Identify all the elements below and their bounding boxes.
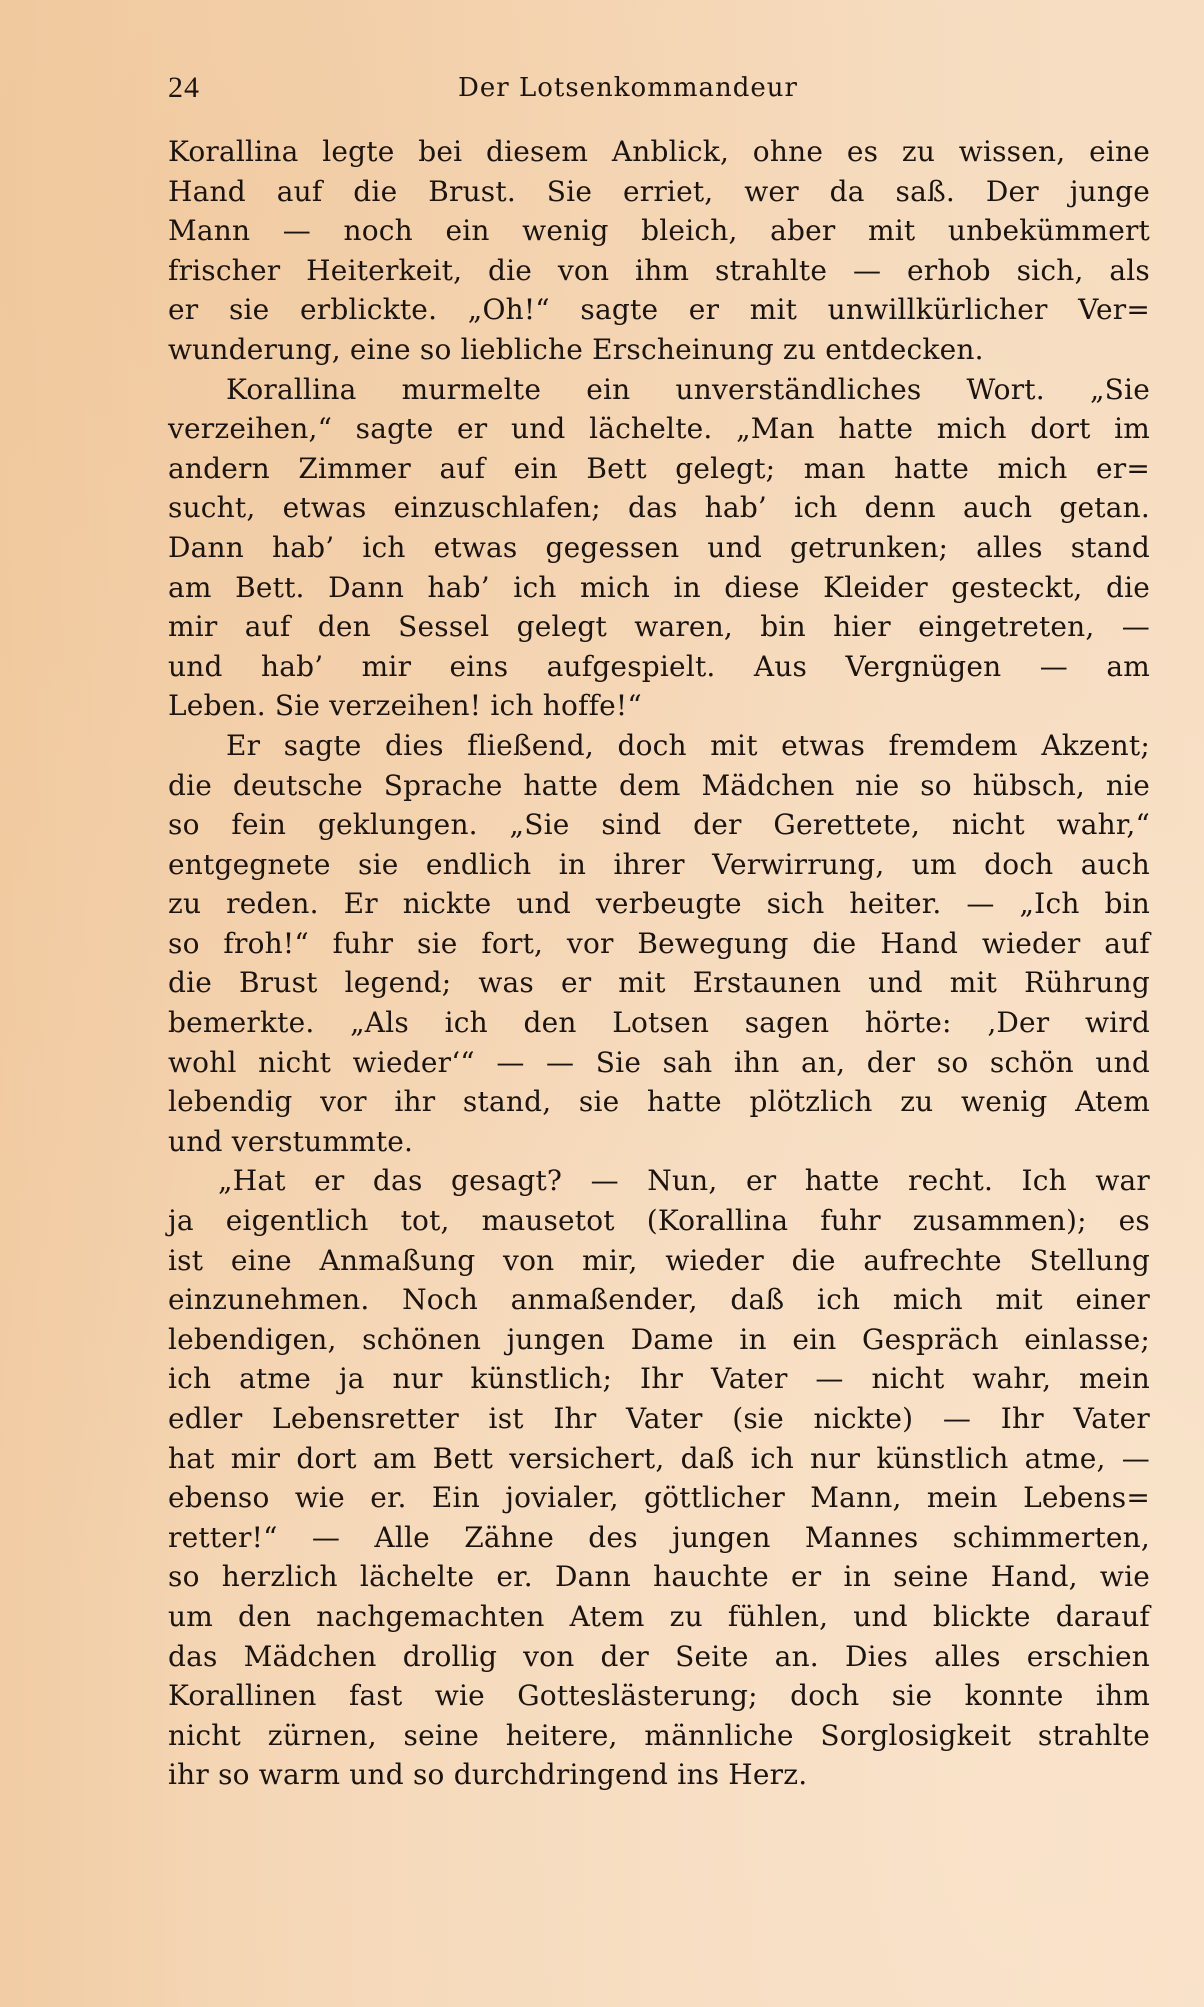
text-line: Hand auf die Brust. Sie erriet, wer da saß. Der junge <box>168 174 1150 208</box>
body-text <box>168 132 1150 1795</box>
text-line: „Hat er das gesagt? — Nun, er hatte recht. Ich war <box>218 1164 1150 1198</box>
text-line: die Brust legend; was er mit Erstaunen und mit Rührung <box>168 966 1150 1000</box>
text-line: Mann — noch ein wenig bleich, aber mit unbekümmert <box>168 214 1150 248</box>
text-line: er sie erblickte. „Oh!“ sagte er mit unwillkürlicher Ver= <box>168 293 1150 327</box>
text-line: verzeihen,“ sagte er und lächelte. „Man hatte mich dort im <box>168 412 1150 446</box>
text-line: lebendig vor ihr stand, sie hatte plötzlich zu wenig Atem <box>168 1085 1150 1119</box>
text-line: hat mir dort am Bett versichert, daß ich nur künstlich atme, — <box>168 1441 1150 1475</box>
running-title: Der Lotsenkommandeur <box>458 73 798 103</box>
text-line: zu reden. Er nickte und verbeugte sich heiter. — „Ich bin <box>168 887 1150 921</box>
text-line: bemerkte. „Als ich den Lotsen sagen hörte: ‚Der wird <box>168 1006 1150 1040</box>
text-line: und verstummte. <box>168 1124 414 1158</box>
text-line: Dann hab’ ich etwas gegessen und getrunken; alles stand <box>168 530 1150 564</box>
paragraph <box>168 132 1150 370</box>
text-line: ihr so warm und so durchdringend ins Herz. <box>168 1758 808 1792</box>
text-line: ebenso wie er. Ein jovialer, göttlicher Mann, mein Lebens= <box>168 1481 1150 1515</box>
text-line: frischer Heiterkeit, die von ihm strahlte — erhob sich, als <box>168 253 1150 287</box>
text-line: lebendigen, schönen jungen Dame in ein Gespräch einlasse; <box>168 1322 1150 1356</box>
paragraph <box>168 370 1150 726</box>
paragraph <box>168 726 1150 1162</box>
text-line: Korallina legte bei diesem Anblick, ohne es zu wissen, eine <box>168 135 1150 168</box>
running-head <box>168 68 1148 108</box>
text-line: ich atme ja nur künstlich; Ihr Vater — nicht wahr, mein <box>168 1362 1150 1396</box>
text-line: so fein geklungen. „Sie sind der Gerettete, nicht wahr,“ <box>168 808 1150 842</box>
text-line: ist eine Anmaßung von mir, wieder die aufrechte Stellung <box>168 1243 1150 1277</box>
text-line: Leben. Sie verzeihen! ich hoffe!“ <box>168 689 642 723</box>
text-line: sucht, etwas einzuschlafen; das hab’ ich denn auch getan. <box>168 491 1150 525</box>
text-line: edler Lebensretter ist Ihr Vater (sie nickte) — Ihr Vater <box>168 1402 1150 1435</box>
text-line: wohl nicht wieder‘“ — — Sie sah ihn an, der so schön und <box>168 1045 1150 1079</box>
text-line: um den nachgemachten Atem zu fühlen, und blickte darauf <box>168 1599 1150 1633</box>
text-line: ja eigentlich tot, mausetot (Korallina fuhr zusammen); es <box>168 1204 1150 1238</box>
text-line: andern Zimmer auf ein Bett gelegt; man hatte mich er= <box>168 451 1150 485</box>
text-line: Korallinen fast wie Gotteslästerung; doch sie konnte ihm <box>168 1679 1150 1713</box>
text-line: retter!“ — Alle Zähne des jungen Mannes schimmerten, <box>168 1520 1150 1554</box>
text-line: Er sagte dies fließend, doch mit etwas fremdem Akzent; <box>226 728 1150 762</box>
text-line: am Bett. Dann hab’ ich mich in diese Kleider gesteckt, die <box>168 570 1150 604</box>
text-line: so herzlich lächelte er. Dann hauchte er in seine Hand, wie <box>168 1560 1150 1594</box>
text-line: Korallina murmelte ein unverständliches Wort. „Sie <box>226 372 1150 406</box>
text-line: einzunehmen. Noch anmaßender, daß ich mich mit einer <box>168 1283 1150 1317</box>
paragraph <box>168 1161 1150 1795</box>
text-line: wunderung, eine so liebliche Erscheinung zu entdecken. <box>168 332 984 366</box>
text-line: entgegnete sie endlich in ihrer Verwirrung, um doch auch <box>168 847 1150 881</box>
text-line: mir auf den Sessel gelegt waren, bin hier eingetreten, — <box>168 610 1150 644</box>
text-line: so froh!“ fuhr sie fort, vor Bewegung die Hand wieder auf <box>168 926 1150 960</box>
text-line: die deutsche Sprache hatte dem Mädchen nie so hübsch, nie <box>168 768 1150 802</box>
page-number: 24 <box>168 71 200 104</box>
text-line: und hab’ mir eins aufgespielt. Aus Vergnügen — am <box>168 649 1150 683</box>
text-line: das Mädchen drollig von der Seite an. Dies alles erschien <box>168 1639 1150 1673</box>
text-line: nicht zürnen, seine heitere, männliche Sorglosigkeit strahlte <box>168 1718 1150 1752</box>
